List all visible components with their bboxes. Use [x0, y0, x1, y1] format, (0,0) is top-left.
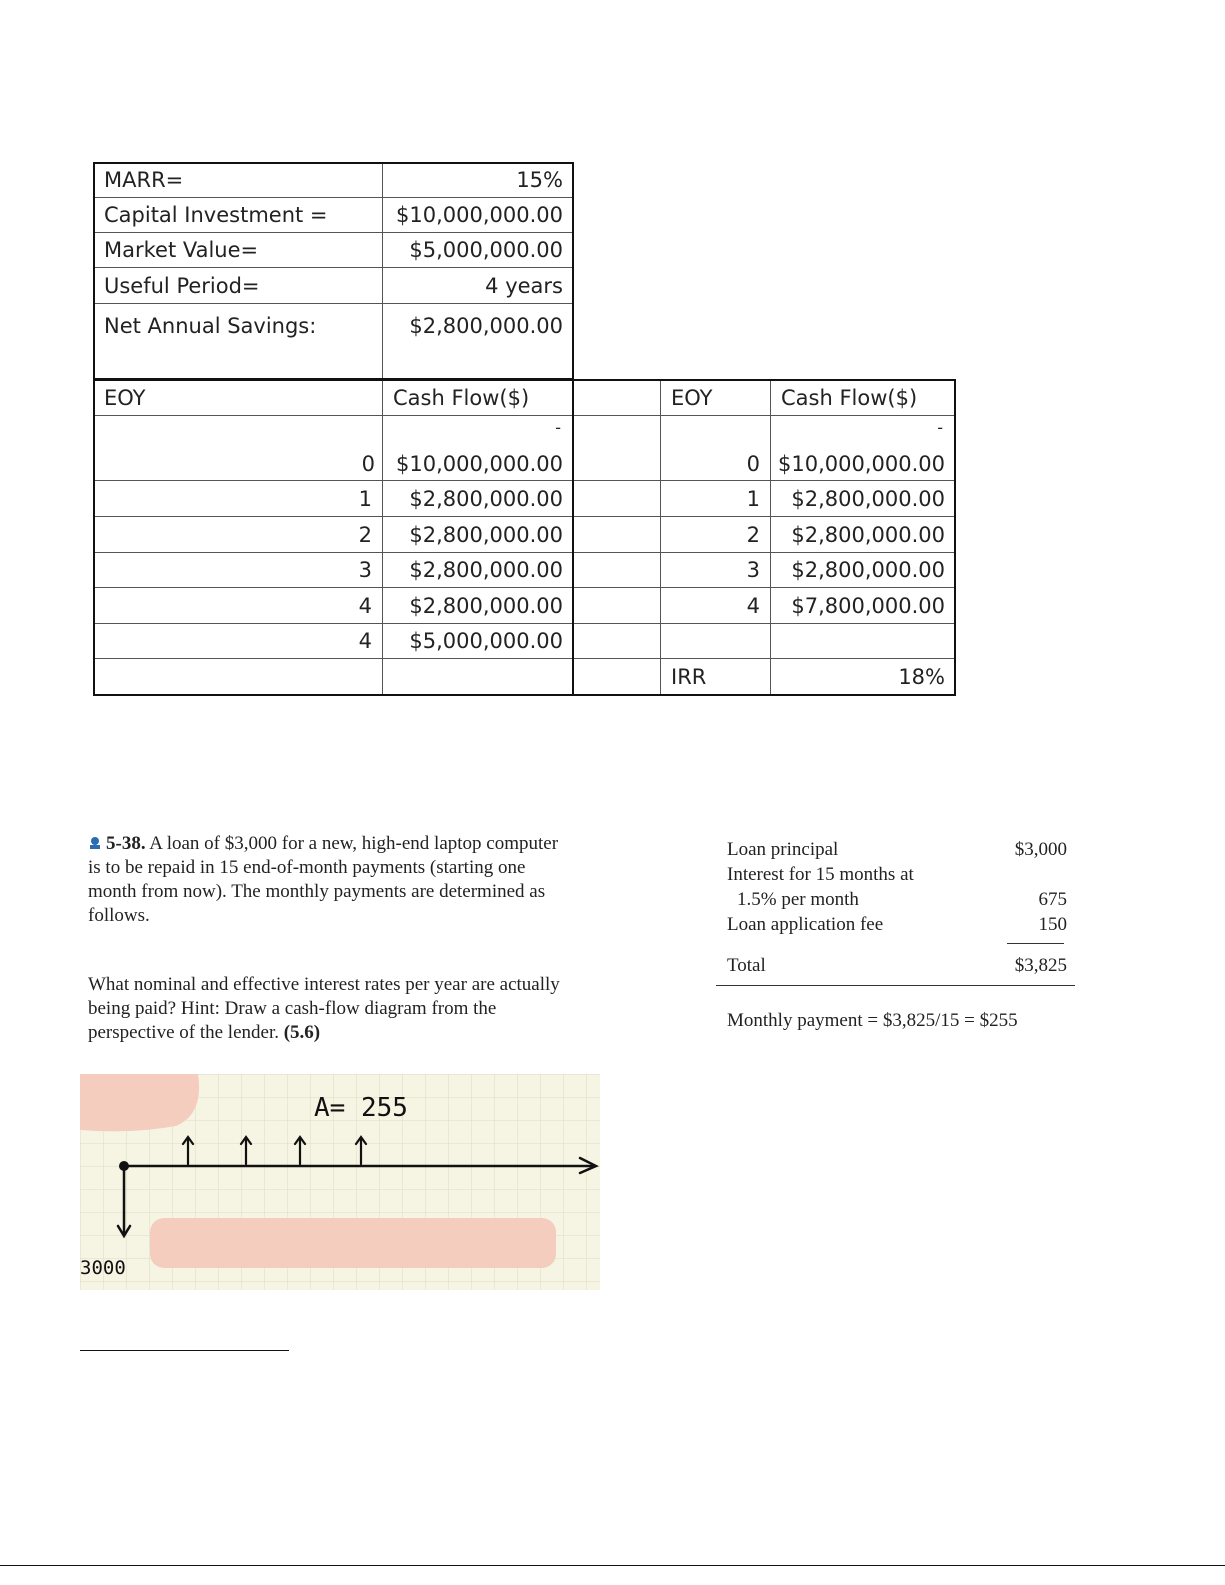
page-bottom-rule — [0, 1565, 1225, 1566]
left-row-blank — [382, 658, 574, 696]
right-eoy-4: 4 — [660, 587, 771, 624]
left-row-blank — [93, 480, 383, 517]
loan-cost-table — [727, 837, 1067, 978]
interest-label-line2: 1.5% per month — [737, 889, 859, 910]
question-text: What nominal and effective interest rates per year are actually being paid? Hint: Draw a cash-flow diagram from the perspective of the lender. — [88, 974, 560, 1043]
right-blank-cell — [770, 623, 956, 659]
footnote-rule — [80, 1350, 289, 1351]
left-row-0 — [382, 415, 574, 481]
right-cash-2: $2,800,000.00 — [770, 516, 956, 553]
right-blank-cell — [660, 623, 771, 659]
left-eoy-5: 4 — [347, 623, 383, 659]
spacer-cell — [573, 516, 661, 553]
irr-value: 18% — [770, 658, 956, 696]
spacer-cell — [573, 379, 661, 416]
left-row-blank — [93, 415, 383, 481]
left-eoy-0: 0 — [361, 452, 375, 476]
left-eoy-4: 4 — [347, 587, 383, 624]
interest-row-2 — [727, 887, 1067, 912]
right-cash-4: $7,800,000.00 — [770, 587, 956, 624]
spacer-cell — [573, 480, 661, 517]
problem-number: 5-38. — [106, 833, 146, 854]
market-value-label: Market Value= — [93, 232, 383, 268]
interest-value: 675 — [1038, 889, 1067, 910]
right-cash-0: $10,000,000.00 — [778, 452, 945, 476]
right-eoy-3: 3 — [660, 552, 771, 588]
problem-text: A loan of $3,000 for a new, high-end laptop computer is to be repaid in 15 end-of-month payments (starting one month from now). The monthly payments are determined as follows. — [88, 833, 559, 926]
irr-label: IRR — [660, 658, 771, 696]
useful-period-label: Useful Period= — [93, 267, 383, 304]
left-row-blank — [93, 587, 383, 624]
left-cash-3: $2,800,000.00 — [382, 552, 574, 588]
capital-investment-label: Capital Investment = — [93, 197, 383, 233]
cash-flow-sketch — [80, 1074, 600, 1290]
left-cash-5: $5,000,000.00 — [382, 623, 574, 659]
left-row-blank — [93, 516, 383, 553]
problem-bullet-icon — [88, 836, 102, 850]
right-header-eoy: EOY — [660, 379, 771, 416]
left-cash-2: $2,800,000.00 — [382, 516, 574, 553]
negative-sign: - — [937, 418, 943, 437]
fee-row — [727, 912, 1067, 937]
useful-period-value: 4 years — [382, 267, 574, 304]
marr-value: 15% — [382, 162, 574, 198]
right-eoy-1: 1 — [660, 480, 771, 517]
total-label: Total — [727, 955, 766, 976]
right-eoy-2: 2 — [660, 516, 771, 553]
left-row-blank — [93, 623, 383, 659]
problem-statement — [88, 832, 573, 1045]
left-row-blank — [93, 658, 383, 696]
fee-value: 150 — [1038, 914, 1067, 935]
problem-paragraph — [88, 832, 573, 928]
market-value-value: $5,000,000.00 — [382, 232, 574, 268]
monthly-payment: Monthly payment = $3,825/15 = $255 — [727, 1010, 1018, 1031]
redaction-mark — [80, 1074, 199, 1131]
left-eoy-2: 2 — [347, 516, 383, 553]
loan-amount-label: 3000 — [80, 1257, 126, 1279]
spacer-cell — [573, 658, 661, 696]
capital-investment-value: $10,000,000.00 — [382, 197, 574, 233]
left-cash-4: $2,800,000.00 — [382, 587, 574, 624]
left-cash-1: $2,800,000.00 — [382, 480, 574, 517]
table-bottom-rule — [716, 985, 1075, 986]
section-reference: (5.6) — [283, 1022, 321, 1043]
spacer-cell — [573, 415, 661, 481]
left-eoy-3: 3 — [347, 552, 383, 588]
left-eoy-1: 1 — [347, 480, 383, 517]
net-annual-savings-label: Net Annual Savings: — [93, 303, 383, 380]
right-cash-3: $2,800,000.00 — [770, 552, 956, 588]
principal-row — [727, 837, 1067, 862]
right-cash-1: $2,800,000.00 — [770, 480, 956, 517]
left-cash-0: $10,000,000.00 — [396, 452, 563, 476]
principal-value: $3,000 — [1014, 839, 1067, 860]
right-eoy-0: 0 — [660, 415, 771, 481]
spacer-cell — [573, 587, 661, 624]
total-value: $3,825 — [1014, 955, 1067, 976]
negative-sign: - — [555, 418, 561, 437]
subtotal-rule — [1007, 943, 1064, 944]
marr-label: MARR= — [93, 162, 383, 198]
interest-row-1 — [727, 862, 1067, 887]
interest-label-line1: Interest for 15 months at — [727, 864, 914, 885]
total-row — [727, 953, 1067, 978]
right-header-cash-flow: Cash Flow($) — [770, 379, 956, 416]
left-header-eoy: EOY — [93, 379, 383, 416]
annuity-label: A= 255 — [314, 1093, 408, 1123]
left-row-blank — [93, 552, 383, 588]
redaction-mark — [150, 1218, 556, 1268]
fee-label: Loan application fee — [727, 914, 884, 935]
principal-label: Loan principal — [727, 839, 839, 860]
left-header-cash-flow: Cash Flow($) — [382, 379, 574, 416]
net-annual-savings-value: $2,800,000.00 — [382, 303, 574, 380]
spacer-cell — [573, 623, 661, 659]
right-row-0 — [770, 415, 956, 481]
problem-question — [88, 973, 573, 1045]
spacer-cell — [573, 552, 661, 588]
